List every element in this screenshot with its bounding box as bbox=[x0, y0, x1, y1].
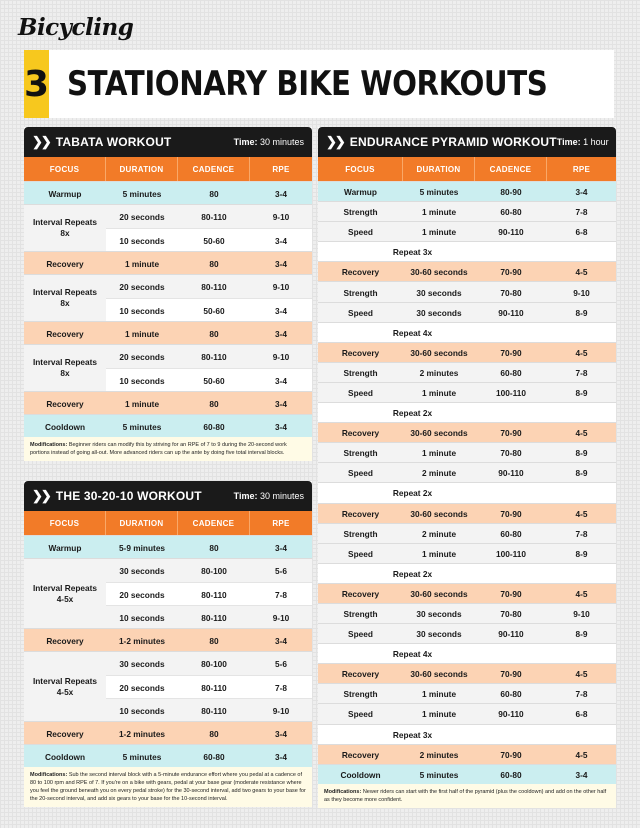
cell-cadence: 80-110 bbox=[201, 612, 227, 623]
cell-rpe: 8-9 bbox=[575, 629, 588, 640]
column-header-cadence: CADENCE bbox=[178, 157, 250, 181]
repeat-label: Repeat 2x bbox=[392, 488, 433, 499]
table-row bbox=[24, 251, 312, 274]
brand-logo: Bicycling bbox=[18, 14, 134, 41]
cell-rpe: 3-4 bbox=[275, 188, 287, 199]
cell-focus: Warmup bbox=[344, 187, 377, 198]
repeat-row bbox=[318, 643, 616, 663]
table-row bbox=[318, 543, 616, 563]
cell-rpe: 5-6 bbox=[275, 565, 287, 576]
column-header-cadence: CADENCE bbox=[178, 511, 250, 535]
cell-focus: Cooldown bbox=[44, 421, 86, 432]
repeat-label: Repeat 3x bbox=[392, 729, 433, 740]
cell-duration: 5 minutes bbox=[419, 769, 459, 780]
cell-rpe: 9-10 bbox=[573, 287, 590, 298]
cell-duration: 1-2 minutes bbox=[118, 728, 166, 739]
cell-rpe: 3-4 bbox=[275, 398, 287, 409]
cell-focus: Speed bbox=[348, 629, 373, 640]
table-row bbox=[318, 744, 616, 764]
tabata-interval-group bbox=[24, 204, 312, 251]
table-row bbox=[318, 302, 616, 322]
cell-duration: 1 minute bbox=[421, 387, 457, 398]
table-row bbox=[106, 698, 312, 721]
cell-rpe: 8-9 bbox=[575, 387, 588, 398]
column-header-rpe: RPE bbox=[272, 164, 290, 174]
table-row bbox=[318, 523, 616, 543]
repeat-row bbox=[318, 482, 616, 502]
table-row bbox=[318, 623, 616, 643]
tabata-panel bbox=[24, 127, 312, 461]
cell-rpe: 5-6 bbox=[275, 658, 287, 669]
cell-rpe: 4-5 bbox=[575, 588, 588, 599]
cell-cadence: 80-110 bbox=[201, 682, 227, 693]
interval-repeats-label: Interval Repeats 4-5x bbox=[24, 652, 106, 721]
cell-rpe: 9-10 bbox=[272, 211, 290, 222]
cell-rpe: 9-10 bbox=[272, 351, 290, 362]
chevron-right-icon: ❯❯ bbox=[32, 488, 50, 503]
tabata-header bbox=[24, 127, 312, 157]
cell-duration: 1 minute bbox=[421, 709, 457, 720]
cell-rpe: 8-9 bbox=[575, 307, 588, 318]
cell-duration: 30-60 seconds bbox=[410, 347, 468, 358]
cell-cadence: 80 bbox=[209, 258, 219, 269]
cell-duration: 1 minute bbox=[124, 328, 160, 339]
repeat-row bbox=[318, 241, 616, 261]
cell-focus: Recovery bbox=[46, 728, 84, 739]
pyramid-panel bbox=[318, 127, 616, 808]
cell-rpe: 9-10 bbox=[272, 281, 290, 292]
table-row bbox=[24, 535, 312, 558]
table-row bbox=[318, 442, 616, 462]
cell-duration: 20 seconds bbox=[119, 281, 165, 292]
cell-focus: Strength bbox=[343, 528, 378, 539]
cell-rpe: 3-4 bbox=[275, 328, 287, 339]
cell-cadence: 60-80 bbox=[203, 751, 225, 762]
cell-rpe: 7-8 bbox=[275, 589, 287, 600]
cell-cadence: 70-90 bbox=[500, 749, 522, 760]
cell-cadence: 90-110 bbox=[498, 709, 524, 720]
table-row bbox=[106, 675, 312, 698]
cell-duration: 30 seconds bbox=[119, 658, 165, 669]
cell-cadence: 70-90 bbox=[500, 669, 522, 680]
cell-rpe: 8-9 bbox=[575, 548, 588, 559]
chevron-right-icon: ❯❯ bbox=[32, 134, 50, 149]
cell-rpe: 6-8 bbox=[575, 227, 588, 238]
cell-rpe: 3-4 bbox=[275, 375, 287, 386]
cell-rpe: 7-8 bbox=[575, 689, 588, 700]
cell-cadence: 70-90 bbox=[500, 508, 522, 519]
table-row bbox=[318, 503, 616, 523]
column-header-duration: DURATION bbox=[403, 157, 475, 181]
cell-focus: Cooldown bbox=[44, 751, 86, 762]
cell-duration: 2 minute bbox=[421, 468, 457, 479]
cell-focus: Warmup bbox=[48, 188, 82, 199]
table-row bbox=[24, 321, 312, 344]
cell-duration: 1 minute bbox=[421, 207, 457, 218]
table-row bbox=[318, 342, 616, 362]
cell-duration: 2 minutes bbox=[419, 367, 459, 378]
table-row bbox=[106, 275, 312, 298]
cell-cadence: 60-80 bbox=[500, 207, 522, 218]
cell-duration: 20 seconds bbox=[119, 351, 165, 362]
table-row bbox=[106, 605, 312, 628]
cell-rpe: 3-4 bbox=[275, 235, 287, 246]
cell-cadence: 80 bbox=[209, 728, 219, 739]
cell-cadence: 90-110 bbox=[498, 227, 524, 238]
thirty-time-value: 30 minutes bbox=[259, 491, 304, 501]
cell-duration: 5 minutes bbox=[122, 751, 162, 762]
cell-cadence: 70-80 bbox=[500, 287, 522, 298]
thirty-column-headers bbox=[24, 511, 312, 535]
cell-duration: 1 minute bbox=[124, 398, 160, 409]
cell-rpe: 6-8 bbox=[575, 709, 588, 720]
cell-cadence: 80-110 bbox=[201, 705, 227, 716]
title-banner bbox=[24, 50, 614, 118]
cell-focus: Recovery bbox=[341, 347, 380, 358]
cell-cadence: 70-80 bbox=[500, 609, 522, 620]
interval-repeats-label: Interval Repeats 8x bbox=[24, 205, 106, 251]
cell-rpe: 4-5 bbox=[575, 669, 588, 680]
cell-cadence: 80-110 bbox=[201, 281, 227, 292]
page-title: STATIONARY BIKE WORKOUTS bbox=[67, 64, 548, 104]
table-row bbox=[318, 764, 616, 784]
cell-cadence: 80-90 bbox=[500, 187, 522, 198]
cell-focus: Speed bbox=[348, 468, 373, 479]
cell-focus: Recovery bbox=[341, 588, 380, 599]
cell-duration: 10 seconds bbox=[119, 705, 165, 716]
repeat-label: Repeat 2x bbox=[392, 408, 433, 419]
pyramid-time-value: 1 hour bbox=[583, 137, 609, 147]
cell-cadence: 80 bbox=[209, 635, 219, 646]
thirty-title: THE 30-20-10 WORKOUT bbox=[55, 489, 202, 503]
cell-cadence: 60-80 bbox=[500, 689, 522, 700]
cell-cadence: 100-110 bbox=[496, 387, 526, 398]
cell-duration: 2 minutes bbox=[419, 749, 459, 760]
cell-focus: Recovery bbox=[46, 398, 84, 409]
cell-rpe: 9-10 bbox=[272, 705, 290, 716]
cell-duration: 5-9 minutes bbox=[118, 542, 166, 553]
column-header-duration: DURATION bbox=[106, 511, 178, 535]
table-row bbox=[318, 261, 616, 281]
cell-duration: 20 seconds bbox=[119, 211, 165, 222]
cell-cadence: 80-110 bbox=[201, 351, 227, 362]
cell-focus: Cooldown bbox=[340, 769, 381, 780]
cell-duration: 2 minute bbox=[421, 528, 457, 539]
cell-duration: 1 minute bbox=[421, 689, 457, 700]
cell-duration: 1-2 minutes bbox=[118, 635, 166, 646]
cell-duration: 30 seconds bbox=[416, 307, 462, 318]
table-row bbox=[24, 181, 312, 204]
cell-cadence: 50-60 bbox=[203, 305, 225, 316]
cell-cadence: 80-110 bbox=[201, 211, 227, 222]
cell-rpe: 3-4 bbox=[275, 421, 287, 432]
table-row bbox=[106, 228, 312, 251]
table-row bbox=[318, 382, 616, 402]
table-row bbox=[106, 298, 312, 321]
pyramid-title: ENDURANCE PYRAMID WORKOUT bbox=[349, 135, 557, 149]
cell-duration: 10 seconds bbox=[119, 305, 165, 316]
pyramid-column-headers bbox=[318, 157, 616, 181]
cell-rpe: 4-5 bbox=[575, 267, 588, 278]
pyramid-note: Modifications: Newer riders can start with the first half of the pyramid (plus the cooldown) and add on the other half as they become more confident. bbox=[318, 784, 616, 808]
cell-rpe: 3-4 bbox=[575, 769, 588, 780]
cell-focus: Recovery bbox=[46, 328, 84, 339]
cell-cadence: 60-80 bbox=[500, 367, 522, 378]
cell-focus: Speed bbox=[348, 307, 373, 318]
cell-rpe: 7-8 bbox=[575, 367, 588, 378]
cell-duration: 1 minute bbox=[421, 548, 457, 559]
table-row bbox=[106, 205, 312, 228]
cell-rpe: 9-10 bbox=[272, 612, 290, 623]
table-row bbox=[24, 628, 312, 651]
cell-duration: 5 minutes bbox=[122, 188, 162, 199]
cell-cadence: 90-110 bbox=[498, 468, 524, 479]
tabata-title: TABATA WORKOUT bbox=[55, 135, 172, 149]
interval-cells bbox=[106, 345, 312, 391]
cell-rpe: 3-4 bbox=[275, 542, 287, 553]
repeat-row bbox=[318, 402, 616, 422]
cell-focus: Recovery bbox=[341, 669, 380, 680]
cell-focus: Recovery bbox=[341, 508, 380, 519]
tabata-column-headers bbox=[24, 157, 312, 181]
cell-duration: 10 seconds bbox=[119, 375, 165, 386]
cell-cadence: 80 bbox=[209, 328, 219, 339]
thirty-interval-group bbox=[24, 651, 312, 721]
cell-focus: Recovery bbox=[341, 428, 380, 439]
column-header-rpe: RPE bbox=[272, 518, 290, 528]
cell-cadence: 70-80 bbox=[500, 448, 522, 459]
cell-focus: Strength bbox=[343, 609, 378, 620]
repeat-label: Repeat 4x bbox=[392, 327, 433, 338]
cell-rpe: 4-5 bbox=[575, 508, 588, 519]
cell-focus: Strength bbox=[343, 367, 378, 378]
cell-duration: 20 seconds bbox=[119, 589, 165, 600]
cell-rpe: 4-5 bbox=[575, 749, 588, 760]
cell-duration: 30-60 seconds bbox=[410, 267, 468, 278]
thirty-time-label: Time: bbox=[233, 491, 258, 501]
table-row bbox=[318, 221, 616, 241]
table-row bbox=[318, 703, 616, 723]
tabata-rows bbox=[24, 181, 312, 437]
cell-focus: Strength bbox=[343, 689, 378, 700]
cell-rpe: 4-5 bbox=[575, 428, 588, 439]
interval-cells bbox=[106, 559, 312, 628]
column-header-cadence: CADENCE bbox=[475, 157, 547, 181]
cell-focus: Recovery bbox=[46, 258, 84, 269]
table-row bbox=[318, 583, 616, 603]
chevron-right-icon: ❯❯ bbox=[326, 134, 344, 149]
cell-rpe: 7-8 bbox=[575, 207, 588, 218]
interval-repeats-label: Interval Repeats 4-5x bbox=[24, 559, 106, 628]
table-row bbox=[318, 181, 616, 201]
title-number: 3 bbox=[24, 50, 49, 118]
cell-cadence: 60-80 bbox=[203, 421, 225, 432]
column-header-duration: DURATION bbox=[106, 157, 178, 181]
table-row bbox=[318, 603, 616, 623]
repeat-row bbox=[318, 322, 616, 342]
thirty-interval-group bbox=[24, 558, 312, 628]
cell-cadence: 50-60 bbox=[203, 375, 225, 386]
cell-duration: 30 seconds bbox=[119, 565, 165, 576]
cell-cadence: 100-110 bbox=[496, 548, 526, 559]
cell-rpe: 8-9 bbox=[575, 468, 588, 479]
cell-duration: 30 seconds bbox=[416, 287, 462, 298]
cell-duration: 10 seconds bbox=[119, 612, 165, 623]
thirty-rows bbox=[24, 535, 312, 767]
interval-repeats-label: Interval Repeats 8x bbox=[24, 345, 106, 391]
cell-focus: Recovery bbox=[341, 749, 380, 760]
cell-rpe: 3-4 bbox=[275, 635, 287, 646]
cell-rpe: 9-10 bbox=[573, 609, 590, 620]
column-header-focus: FOCUS bbox=[24, 157, 106, 181]
cell-rpe: 4-5 bbox=[575, 347, 588, 358]
table-row bbox=[106, 368, 312, 391]
repeat-label: Repeat 3x bbox=[392, 247, 433, 258]
tabata-time-label: Time: bbox=[233, 137, 258, 147]
cell-cadence: 80-110 bbox=[201, 589, 227, 600]
tabata-interval-group bbox=[24, 344, 312, 391]
cell-rpe: 3-4 bbox=[275, 751, 287, 762]
cell-focus: Recovery bbox=[46, 635, 84, 646]
repeat-row bbox=[318, 724, 616, 744]
interval-cells bbox=[106, 205, 312, 251]
table-row bbox=[318, 281, 616, 301]
tabata-note: Modifications: Beginner riders can modify this by striving for an RPE of 7 to 9 during the 20-second work portions instead of going all-out. More advanced riders can up the ante by doing five total interval blocks. bbox=[24, 437, 312, 461]
tabata-interval-group bbox=[24, 274, 312, 321]
interval-cells bbox=[106, 275, 312, 321]
thirty-note: Modifications: Sub the second interval block with a 5-minute endurance effort where you pedal at a cadence of 80 to 100 rpm and RPE of 7. If you're on a bike with gears, pedal at your base gear (moderate resistance where you feel the ground beneath you on every pedal stroke) for the 30-second interval, add two gears to your base for the 20-second interval, and add six gears to your base for the 10-second interval. bbox=[24, 767, 312, 807]
cell-cadence: 50-60 bbox=[203, 235, 225, 246]
cell-focus: Recovery bbox=[341, 267, 380, 278]
table-row bbox=[106, 652, 312, 675]
repeat-label: Repeat 2x bbox=[392, 568, 433, 579]
table-row bbox=[318, 683, 616, 703]
interval-cells bbox=[106, 652, 312, 721]
cell-cadence: 80-100 bbox=[201, 565, 227, 576]
cell-duration: 1 minute bbox=[421, 227, 457, 238]
table-row bbox=[318, 462, 616, 482]
pyramid-rows bbox=[318, 181, 616, 784]
cell-rpe: 8-9 bbox=[575, 448, 588, 459]
cell-cadence: 80 bbox=[209, 542, 219, 553]
table-row bbox=[106, 582, 312, 605]
thirty-header bbox=[24, 481, 312, 511]
cell-duration: 30-60 seconds bbox=[410, 669, 468, 680]
table-row bbox=[318, 663, 616, 683]
cell-duration: 30 seconds bbox=[416, 609, 462, 620]
table-row bbox=[318, 362, 616, 382]
table-row bbox=[106, 345, 312, 368]
table-row bbox=[318, 201, 616, 221]
pyramid-header bbox=[318, 127, 616, 157]
cell-duration: 5 minutes bbox=[419, 187, 459, 198]
table-row bbox=[24, 414, 312, 437]
repeat-label: Repeat 4x bbox=[392, 649, 433, 660]
table-row bbox=[24, 744, 312, 767]
cell-cadence: 80 bbox=[209, 188, 219, 199]
cell-rpe: 3-4 bbox=[275, 258, 287, 269]
cell-cadence: 70-90 bbox=[500, 347, 522, 358]
cell-focus: Strength bbox=[343, 207, 378, 218]
pyramid-time-label: Time: bbox=[556, 137, 581, 147]
cell-cadence: 90-110 bbox=[498, 307, 524, 318]
repeat-row bbox=[318, 563, 616, 583]
cell-duration: 30-60 seconds bbox=[410, 428, 468, 439]
cell-cadence: 80-100 bbox=[201, 658, 227, 669]
cell-focus: Speed bbox=[348, 387, 373, 398]
cell-focus: Warmup bbox=[48, 542, 82, 553]
cell-cadence: 70-90 bbox=[500, 267, 522, 278]
column-header-rpe: RPE bbox=[572, 164, 591, 174]
tabata-time-value: 30 minutes bbox=[259, 137, 304, 147]
cell-duration: 1 minute bbox=[124, 258, 160, 269]
cell-rpe: 7-8 bbox=[275, 682, 287, 693]
cell-focus: Strength bbox=[343, 448, 378, 459]
table-row bbox=[106, 559, 312, 582]
cell-cadence: 80 bbox=[209, 398, 219, 409]
interval-repeats-label: Interval Repeats 8x bbox=[24, 275, 106, 321]
table-row bbox=[24, 721, 312, 744]
cell-duration: 30 seconds bbox=[416, 629, 462, 640]
cell-focus: Speed bbox=[348, 227, 373, 238]
cell-cadence: 60-80 bbox=[500, 769, 522, 780]
cell-duration: 10 seconds bbox=[119, 235, 165, 246]
table-row bbox=[318, 422, 616, 442]
cell-focus: Strength bbox=[343, 287, 378, 298]
column-header-focus: FOCUS bbox=[318, 157, 403, 181]
thirty-panel bbox=[24, 481, 312, 807]
column-header-focus: FOCUS bbox=[24, 511, 106, 535]
cell-duration: 1 minute bbox=[421, 448, 457, 459]
cell-cadence: 70-90 bbox=[500, 428, 522, 439]
cell-rpe: 7-8 bbox=[575, 528, 588, 539]
cell-cadence: 60-80 bbox=[500, 528, 522, 539]
cell-cadence: 90-110 bbox=[498, 629, 524, 640]
cell-duration: 30-60 seconds bbox=[410, 508, 468, 519]
cell-rpe: 3-4 bbox=[275, 305, 287, 316]
cell-rpe: 3-4 bbox=[575, 187, 588, 198]
table-row bbox=[24, 391, 312, 414]
cell-focus: Speed bbox=[348, 548, 373, 559]
cell-focus: Speed bbox=[348, 709, 373, 720]
cell-duration: 5 minutes bbox=[122, 421, 162, 432]
cell-cadence: 70-90 bbox=[500, 588, 522, 599]
cell-duration: 20 seconds bbox=[119, 682, 165, 693]
cell-duration: 30-60 seconds bbox=[410, 588, 468, 599]
cell-rpe: 3-4 bbox=[275, 728, 287, 739]
